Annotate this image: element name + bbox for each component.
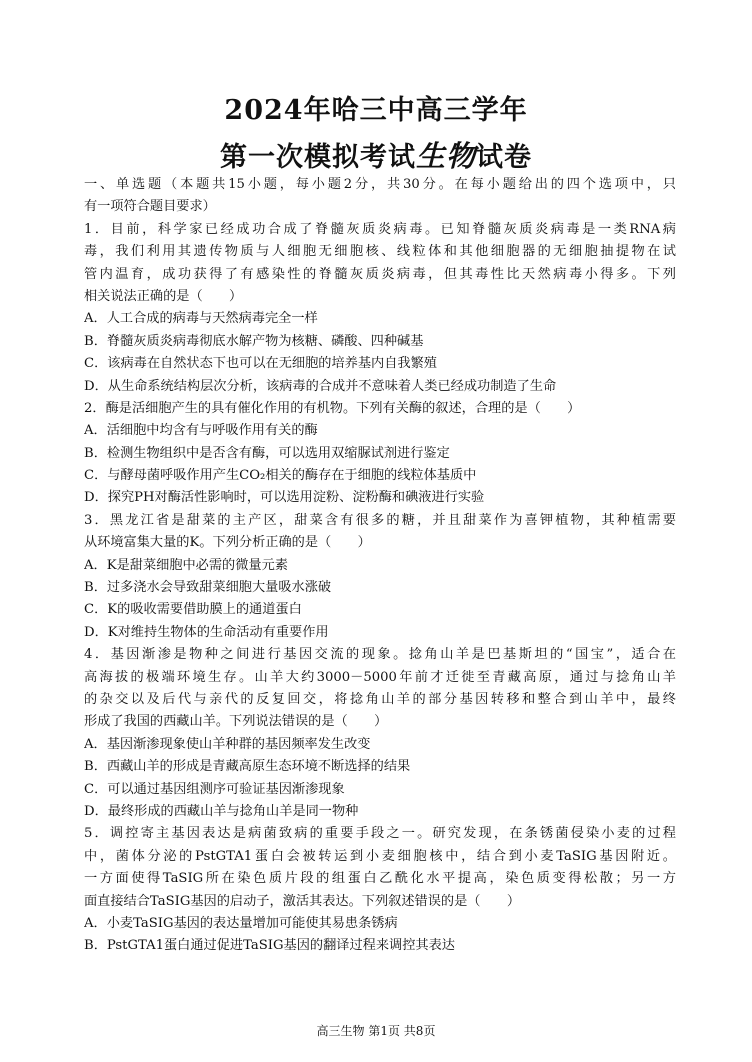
text-line: C．可以通过基因组测序可验证基因渐渗现象: [84, 781, 345, 797]
exam-title-line1: 2024年哈三中高三学年: [224, 95, 528, 126]
text-line: B．西藏山羊的形成是青藏高原生态环境不断选择的结果: [84, 759, 411, 775]
text-line: 一方面使得TaSIG所在染色质片段的组蛋白乙酰化水平提高，染色质变得松散；另一方: [84, 871, 676, 887]
text-line: 3．黑龙江省是甜菜的主产区，甜菜含有很多的糖，并且甜菜作为喜钾植物，其种植需要: [84, 512, 676, 528]
exam-body: [84, 174, 676, 958]
text-line: 高海拔的极端环境生存。山羊大约3000－5000年前才迁徙至青藏高原，通过与捻角山羊: [84, 669, 676, 685]
text-line: B．检测生物组织中是否含有酶，可以选用双缩脲试剂进行鉴定: [84, 445, 450, 461]
text-line: D．从生命系统结构层次分析，该病毒的合成并不意味着人类已经成功制造了生命: [84, 378, 557, 394]
text-line: 有一项符合题目要求）: [84, 199, 216, 215]
text-line: 形成了我国的西藏山羊。下列说法错误的是（ ）: [84, 714, 388, 730]
text-line: 5．调控寄主基因表达是病菌致病的重要手段之一。研究发现，在条锈菌侵染小麦的过程: [84, 826, 676, 842]
exam-subject: 生物: [415, 139, 476, 173]
text-line: A．基因渐渗现象使山羊种群的基因频率发生改变: [84, 736, 371, 752]
text-line: A．活细胞中均含有与呼吸作用有关的酶: [84, 423, 318, 439]
text-line: D．K对维持生物体的生命活动有重要作用: [84, 624, 329, 640]
exam-title-suffix: 试卷: [476, 142, 532, 173]
text-line: 管内温育，成功获得了有感染性的脊髓灰质炎病毒，但其毒性比天然病毒小得多。下列: [84, 266, 676, 282]
text-line: 4．基因渐渗是物种之间进行基因交流的现象。捻角山羊是巴基斯坦的“国宝”，适合在: [84, 647, 676, 663]
text-line: 2．酶是活细胞产生的具有催化作用的有机物。下列有关酶的叙述，合理的是（ ）: [84, 400, 581, 416]
page-footer: 高三生物 第1页 共8页: [316, 1024, 436, 1038]
text-line: A．K是甜菜细胞中必需的微量元素: [84, 557, 288, 573]
text-line: C．该病毒在自然状态下也可以在无细胞的培养基内自我繁殖: [84, 356, 437, 372]
text-line: 中，菌体分泌的PstGTA1蛋白会被转运到小麦细胞核中，结合到小麦TaSIG基因附近。: [84, 848, 676, 864]
text-line: C．与酵母菌呼吸作用产生CO₂相关的酶存在于细胞的线粒体基质中: [84, 468, 477, 484]
text-line: B．PstGTA1蛋白通过促进TaSIG基因的翻译过程来调控其表达: [84, 938, 455, 954]
text-line: 一、单选题（本题共15小题，每小题2分，共30分。在每小题给出的四个选项中，只: [84, 177, 676, 192]
text-line: 相关说法正确的是（ ）: [84, 288, 243, 304]
text-line: C．K的吸收需要借助膜上的通道蛋白: [84, 602, 302, 618]
text-line: 的杂交以及后代与亲代的反复回交，将捻角山羊的部分基因转移和整合到山羊中，最终: [84, 691, 676, 707]
exam-title-prefix: 第一次模拟考试: [219, 142, 416, 173]
text-line: A．人工合成的病毒与天然病毒完全一样: [84, 311, 318, 327]
text-line: B．过多浇水会导致甜菜细胞大量吸水涨破: [84, 580, 332, 596]
text-line: 毒，我们利用其遗传物质与人细胞无细胞核、线粒体和其他细胞器的无细胞抽提物在试: [84, 244, 676, 260]
exam-title-line2: [0, 134, 752, 175]
text-line: D．探究PH对酶活性影响时，可以选用淀粉、淀粉酶和碘液进行实验: [84, 490, 485, 506]
text-line: 从环境富集大量的K。下列分析正确的是（ ）: [84, 535, 371, 551]
text-line: B．脊髓灰质炎病毒彻底水解产物为核糖、磷酸、四种碱基: [84, 333, 424, 349]
text-line: D．最终形成的西藏山羊与捻角山羊是同一物种: [84, 803, 359, 819]
text-line: A．小麦TaSIG基因的表达量增加可能使其易患条锈病: [84, 915, 398, 931]
text-line: 1．目前，科学家已经成功合成了脊髓灰质炎病毒。已知脊髓灰质炎病毒是一类RNA病: [84, 221, 676, 237]
text-line: 面直接结合TaSIG基因的启动子，激活其表达。下列叙述错误的是（ ）: [84, 893, 521, 909]
